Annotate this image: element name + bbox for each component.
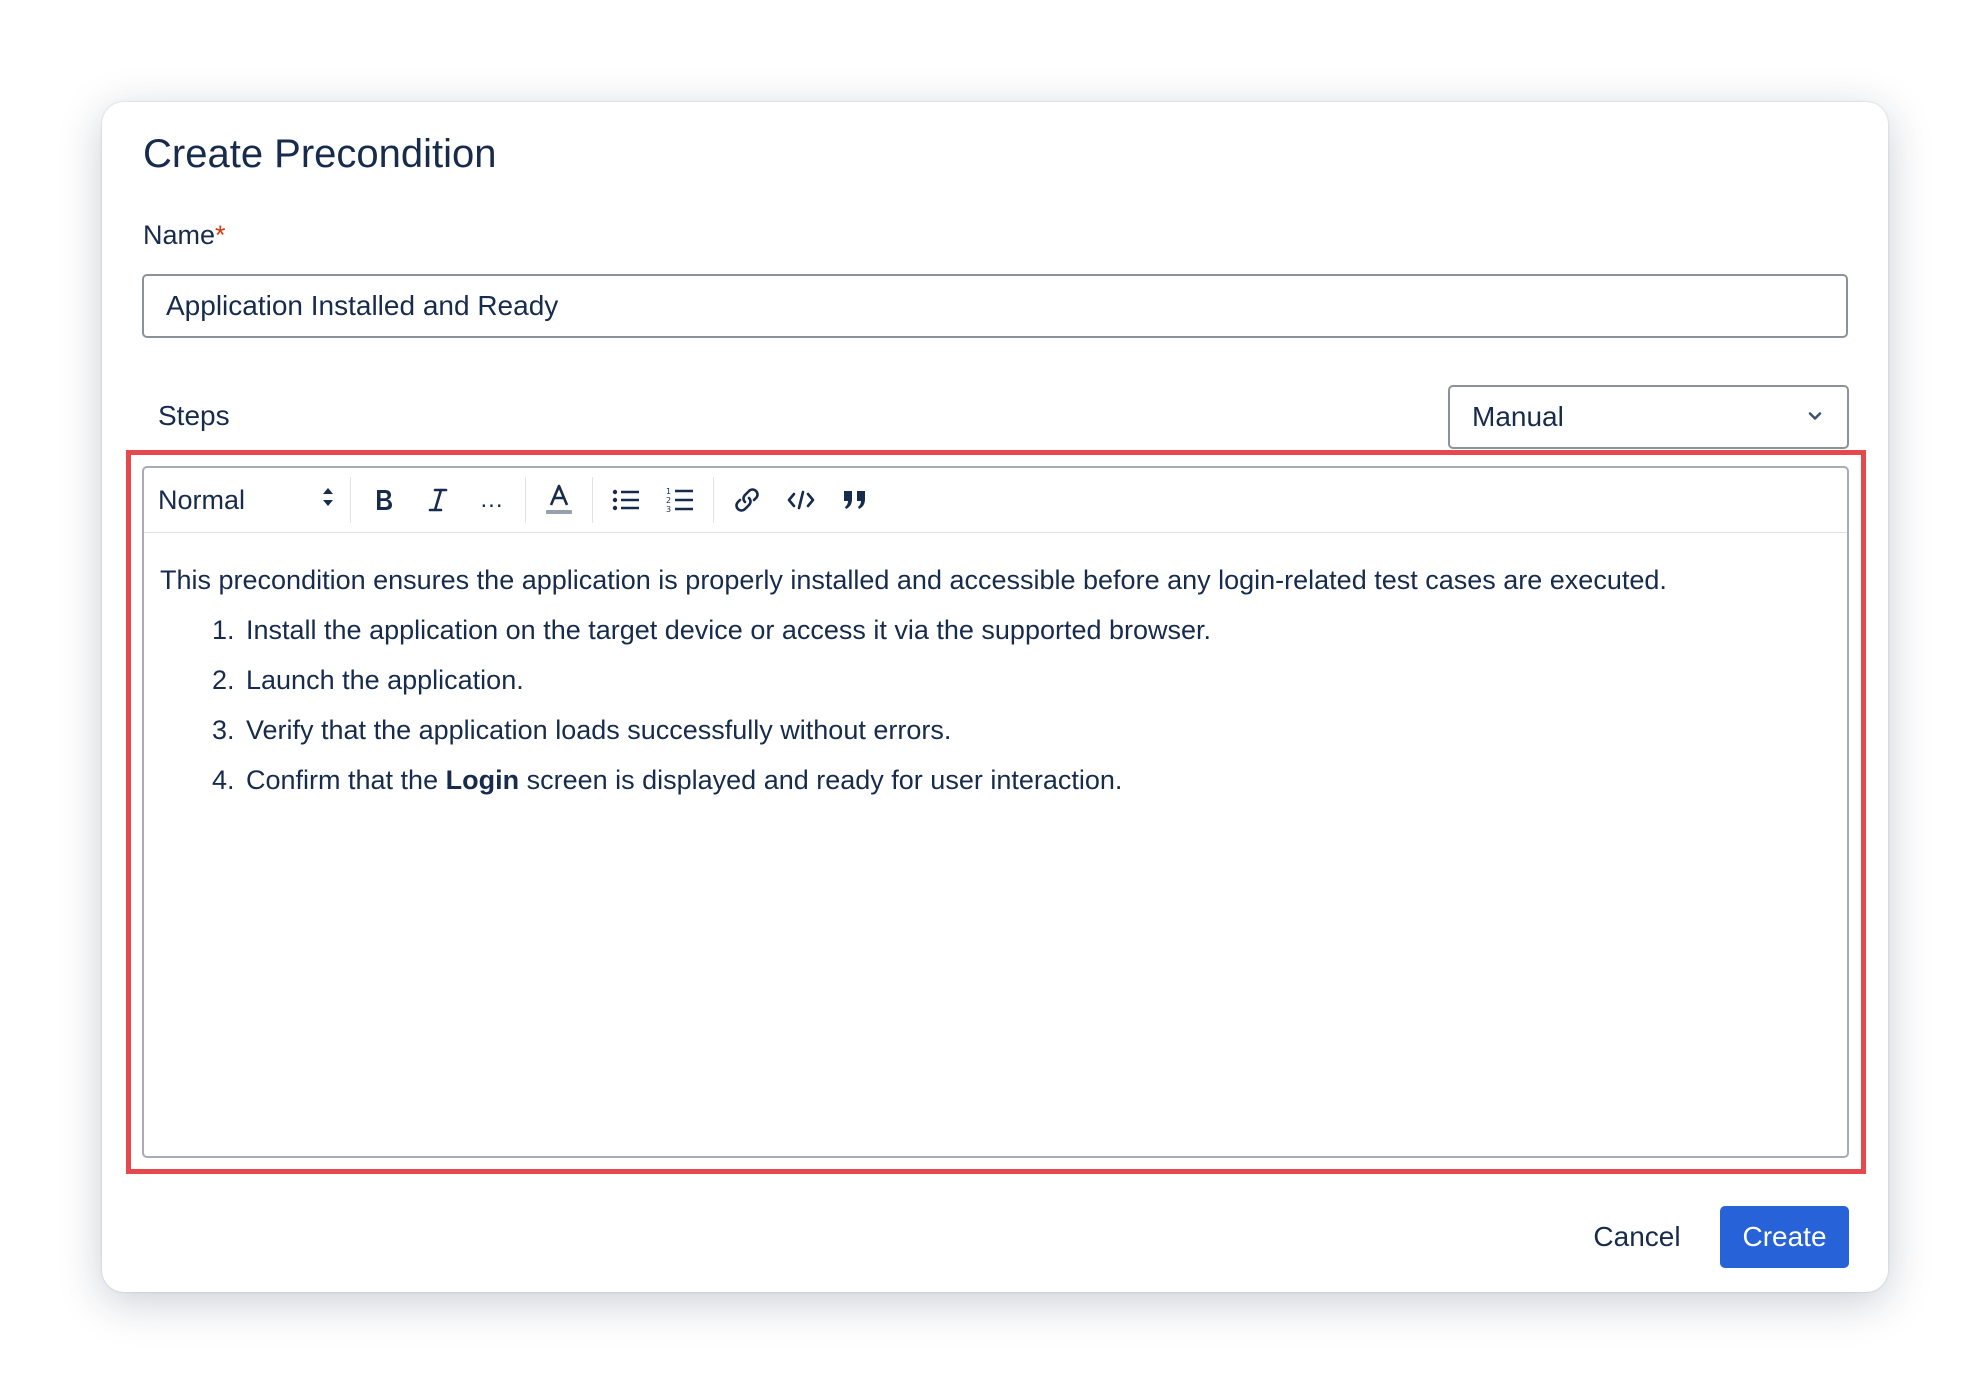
steps-mode-value: Manual — [1472, 401, 1564, 432]
chevron-down-icon — [1805, 401, 1825, 433]
bold-icon — [371, 486, 397, 514]
svg-text:3: 3 — [666, 505, 672, 514]
cancel-button[interactable]: Cancel — [1576, 1206, 1698, 1268]
toolbar-separator — [592, 477, 593, 523]
step-4-before: Confirm that the — [246, 765, 446, 795]
steps-label: Steps — [158, 400, 230, 431]
text-format-value: Normal — [158, 484, 246, 515]
create-precondition-dialog — [102, 102, 1888, 1292]
editor-intro-text: This precondition ensures the application is properly installed and accessible before any login-related test cases are executed. — [160, 565, 1667, 595]
required-marker: * — [215, 220, 226, 250]
italic-button[interactable] — [413, 475, 463, 525]
code-icon — [786, 488, 816, 512]
italic-icon — [425, 486, 451, 514]
svg-text:2: 2 — [666, 496, 672, 505]
editor-toolbar — [144, 468, 1847, 533]
editor-content[interactable] — [144, 533, 1847, 805]
name-label — [143, 220, 226, 251]
code-button[interactable] — [776, 475, 826, 525]
more-icon: ... — [480, 486, 504, 513]
toolbar-separator — [713, 477, 714, 523]
text-color-button[interactable] — [534, 475, 584, 525]
quote-button[interactable] — [830, 475, 880, 525]
svg-text:1: 1 — [666, 487, 672, 496]
login-bold-text: Login — [445, 765, 520, 795]
text-color-icon — [544, 483, 574, 517]
step-4-after: screen is displayed and ready for user interaction. — [519, 765, 1123, 795]
steps-mode-select[interactable] — [1448, 385, 1849, 449]
steps-rich-text-editor[interactable] — [142, 466, 1849, 1158]
step-item: 1. Install the application on the target device or access it via the supported browser. — [242, 605, 1831, 655]
link-button[interactable] — [722, 475, 772, 525]
step-item: 2. Launch the application. — [242, 655, 1831, 705]
numbered-list-button[interactable] — [655, 475, 705, 525]
link-icon — [732, 485, 762, 515]
steps-list — [160, 605, 1831, 805]
step-item — [242, 755, 1831, 805]
bold-button[interactable] — [359, 475, 409, 525]
name-input[interactable] — [142, 274, 1848, 338]
more-formatting-button[interactable] — [467, 475, 517, 525]
numbered-list-icon — [665, 485, 695, 515]
create-button[interactable]: Create — [1720, 1206, 1849, 1268]
text-format-select[interactable] — [158, 476, 344, 524]
updown-arrows-icon — [320, 484, 336, 517]
toolbar-separator — [525, 477, 526, 523]
toolbar-separator — [350, 477, 351, 523]
name-label-text: Name — [143, 220, 216, 250]
step-item: 3. Verify that the application loads successfully without errors. — [242, 705, 1831, 755]
dialog-title: Create Precondition — [143, 132, 497, 176]
bullet-list-button[interactable] — [601, 475, 651, 525]
quote-icon — [841, 487, 869, 513]
bullet-list-icon — [611, 486, 641, 514]
